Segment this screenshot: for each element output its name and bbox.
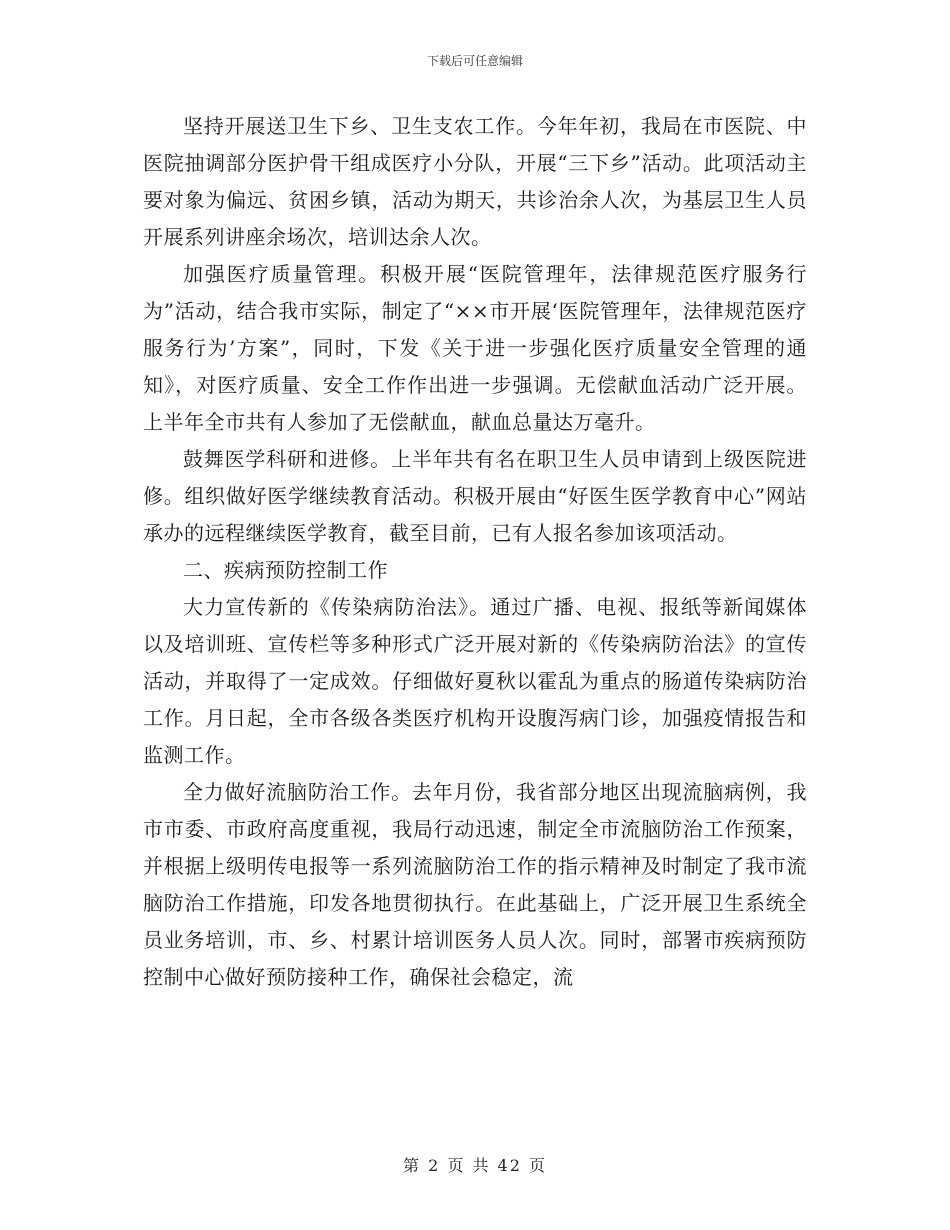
- paragraph-quality-management: 加强医疗质量管理。积极开展“医院管理年，法律规范医疗服务行为”活动，结合我市实际，制定了“××市开展‘医院管理年，法律规范医疗服务行为’方案”，同时，下发《关于进一步强化医疗质量安全管理的通知》，对医疗质量、安全工作作出进一步强调。无偿献血活动广泛开展。上半年全市共有人参加了无偿献血，献血总量达万毫升。: [143, 262, 807, 434]
- page-header: 下载后可任意编辑: [426, 54, 523, 68]
- paragraph-rural-health: 坚持开展送卫生下乡、卫生支农工作。今年年初，我局在市医院、中医院抽调部分医护骨干组成医疗小分队，开展“三下乡”活动。此项活动主要对象为偏远、贫困乡镇，活动为期天，共诊治余人次，为基层卫生人员开展系列讲座余场次，培训达余人次。: [143, 114, 807, 249]
- paragraph-infectious-disease-law: 大力宣传新的《传染病防治法》。通过广播、电视、报纸等新闻媒体以及培训班、宣传栏等多种形式广泛开展对新的《传染病防治法》的宣传活动，并取得了一定成效。仔细做好夏秋以霍乱为重点的肠道传染病防治工作。月日起，全市各级各类医疗机构开设腹泻病门诊，加强疫情报告和监测工作。: [143, 595, 807, 767]
- paragraph-meningitis-prevention: 全力做好流脑防治工作。去年月份，我省部分地区出现流脑病例，我市市委、市政府高度重视，我局行动迅速，制定全市流脑防治工作预案，并根据上级明传电报等一系列流脑防治工作的指示精神及时制定了我市流脑防治工作措施，印发各地贯彻执行。在此基础上，广泛开展卫生系统全员业务培训，市、乡、村累计培训医务人员人次。同时，部署市疾病预防控制中心做好预防接种工作，确保社会稳定，流: [143, 780, 807, 989]
- document-body: [143, 108, 807, 996]
- page-number-footer: 第 2 页 共 42 页: [403, 1156, 547, 1175]
- paragraph-research-training: 鼓舞医学科研和进修。上半年共有名在职卫生人员申请到上级医院进修。组织做好医学继续教育活动。积极开展由“好医生医学教育中心”网站承办的远程继续医学教育，截至目前，已有人报名参加该项活动。: [143, 447, 807, 545]
- section-heading-disease-control: 二、疾病预防控制工作: [183, 558, 388, 582]
